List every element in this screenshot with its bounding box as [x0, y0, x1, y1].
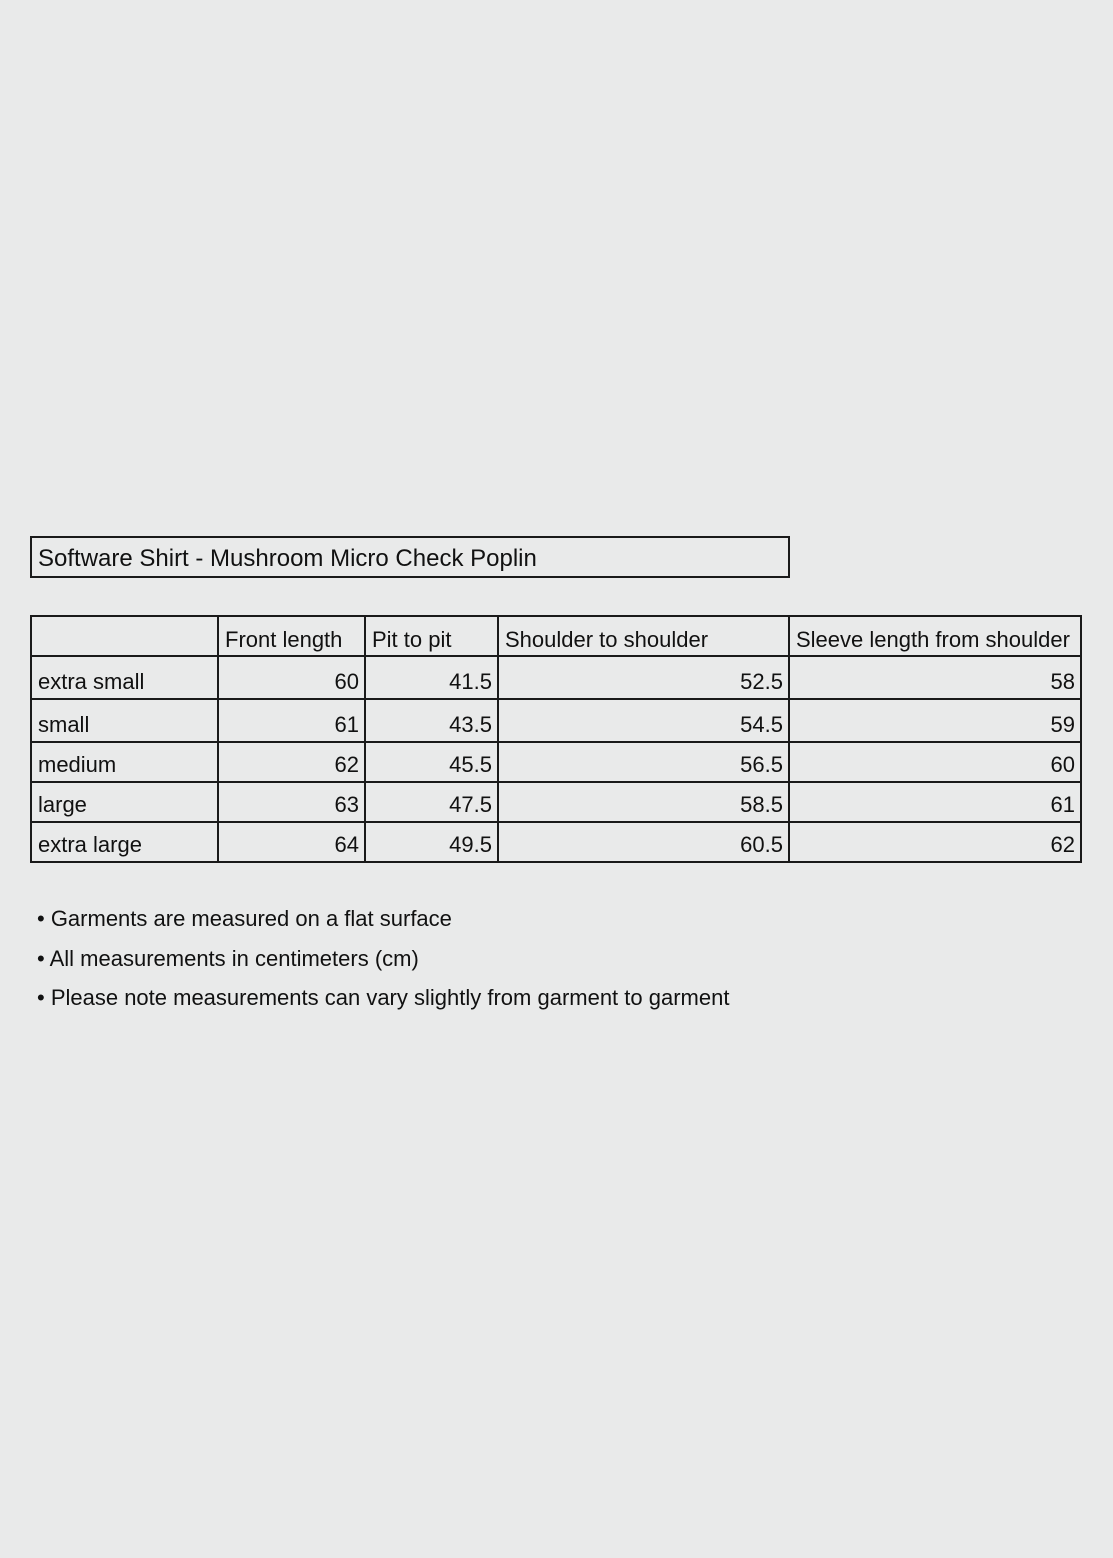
table-row [31, 822, 1081, 862]
sleeve-cell: 62 [789, 822, 1081, 862]
table-row [31, 782, 1081, 822]
pit-to-pit-cell: 41.5 [365, 656, 498, 699]
sleeve-cell: 58 [789, 656, 1081, 699]
size-label: extra small [31, 656, 218, 699]
sleeve-cell: 60 [789, 742, 1081, 782]
header-shoulder-to-shoulder: Shoulder to shoulder [498, 616, 789, 656]
shoulder-cell: 58.5 [498, 782, 789, 822]
size-label: large [31, 782, 218, 822]
size-label: medium [31, 742, 218, 782]
front-length-cell: 63 [218, 782, 365, 822]
note-units: • All measurements in centimeters (cm) [37, 945, 419, 971]
table-row [31, 699, 1081, 742]
header-front-length: Front length [218, 616, 365, 656]
sleeve-cell: 59 [789, 699, 1081, 742]
size-label: extra large [31, 822, 218, 862]
size-label: small [31, 699, 218, 742]
page-title: Software Shirt - Mushroom Micro Check Poplin [38, 545, 537, 572]
pit-to-pit-cell: 47.5 [365, 782, 498, 822]
size-table [30, 615, 1082, 863]
front-length-cell: 62 [218, 742, 365, 782]
table-row [31, 742, 1081, 782]
note-variation: • Please note measurements can vary slightly from garment to garment [37, 985, 730, 1010]
table-header-row [31, 616, 1081, 656]
header-sleeve-length: Sleeve length from shoulder [789, 616, 1081, 656]
header-size [31, 616, 218, 656]
title-box [30, 536, 790, 578]
front-length-cell: 60 [218, 656, 365, 699]
shoulder-cell: 56.5 [498, 742, 789, 782]
pit-to-pit-cell: 45.5 [365, 742, 498, 782]
shoulder-cell: 54.5 [498, 699, 789, 742]
pit-to-pit-cell: 43.5 [365, 699, 498, 742]
sleeve-cell: 61 [789, 782, 1081, 822]
shoulder-cell: 60.5 [498, 822, 789, 862]
front-length-cell: 64 [218, 822, 365, 862]
table-row [31, 656, 1081, 699]
note-flat-surface: • Garments are measured on a flat surface [37, 906, 452, 931]
front-length-cell: 61 [218, 699, 365, 742]
pit-to-pit-cell: 49.5 [365, 822, 498, 862]
shoulder-cell: 52.5 [498, 656, 789, 699]
header-pit-to-pit: Pit to pit [365, 616, 498, 656]
measurement-notes [37, 906, 729, 1025]
